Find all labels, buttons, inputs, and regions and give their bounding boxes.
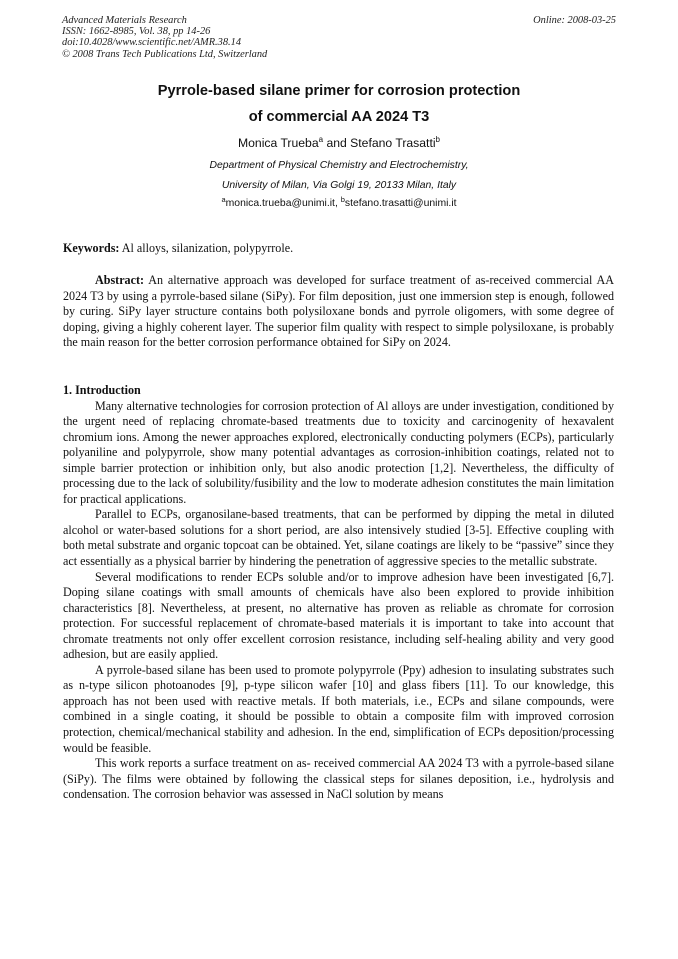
online-date: Online: 2008-03-25 [533,15,616,26]
email-b[interactable]: stefano.trasatti@unimi.it [344,198,457,209]
copyright-line: © 2008 Trans Tech Publications Ltd, Switzerland [62,48,268,60]
abstract-label: Abstract: [95,273,145,287]
author-1-mark: a [318,135,324,144]
author-2: Stefano Trasatti [350,136,436,150]
intro-paragraph-3: Several modifications to render ECPs soluble and/or to improve adhesion have been investigated [6,7]. Doping silane coatings with small amounts of chemicals have also been explored to provide inhibition characteristics [8]. Nevertheless, at present, no alternative has proven as reliable as chromate for corrosion protection. For successful replacement of chromate-based materials it is important to take into account that chromate treatments not only offer excellent corrosion resistance, including self-healing ability and very good adhesion, but are easily applied. [63,569,614,662]
author-1: Monica Trueba [237,136,319,150]
journal-name: Advanced Materials Research [62,15,187,26]
author-2-mark: b [435,135,440,144]
email-line [62,197,616,210]
author-joiner: and [323,136,351,150]
intro-paragraph-2: Parallel to ECPs, organosilane-based treatments, that can be performed by dipping the metal in diluted alcohol or water-based solutions for a short period, are also intensively studied [3-5]. Effective coupling with both metal substrate and organic topcoat can be obtained. Yet, silane coatings are likely to be “passive” since they act essentially as a physical barrier by hindering the penetration of aggressive species to the metallic substrate. [63,507,614,569]
keywords-text: Al alloys, silanization, polypyrrole. [119,241,294,255]
email-a-mark: a [221,195,226,204]
intro-paragraph-5: This work reports a surface treatment on as- received commercial AA 2024 T3 with a pyrrole-based silane (SiPy). The films were obtained by following the classical steps for silanes deposition, i.e., hydrolysis and condensation. The corrosion behavior was assessed in NaCl solution by means [63,756,614,802]
intro-paragraph-4: A pyrrole-based silane has been used to promote polypyrrole (Ppy) adhesion to insulating substrates such as n-type silicon photoanodes [9], p-type silicon wafer [10] and glass fibers [11]. To our knowledge, this approach has not been used with reactive metals. If both materials, i.e., ECPs and silane compounds, were combined in a single coating, it should be possible to obtain a composite film with improved corrosion protection, chemical/mechanical stability and adhesion. In the end, simplification of ECPs deposition/processing would be feasible. [63,662,614,755]
section-heading: 1. Introduction [63,383,141,397]
paper-title-line-1: Pyrrole-based silane primer for corrosion protection [157,83,521,99]
intro-paragraph-1: Many alternative technologies for corrosion protection of Al alloys are under investigation, conditioned by the urgent need of replacing chromate-based treatments due to toxicity and carcinogenity of hexavalent chromium ions. Among the newer approaches explored, electronically conducting polymers (ECPs), particularly polyaniline and polypyrrole, show many potential advantages as corrosion-inhibition coatings, related not to simple barrier protection or inhibition only, but also anodic protection [1,2]. Nevertheless, the difficulty of processing due to the lack of solubility/fusibility and the low to moderate adhesion constitutes the main limitation for practical applications. [63,398,614,506]
introduction-section [63,383,614,803]
keywords-label: Keywords: [63,241,120,255]
affiliation-line-1: Department of Physical Chemistry and Electrochemistry, [209,160,469,171]
abstract-text: An alternative approach was developed for surface treatment of as-received commercial AA 2024 T3 by using a pyrrole-based silane (SiPy). For film deposition, just one immersion step is enough, followed by curing. SiPy layer structure contains both polysiloxane bonds and pyrrole oligomers, with some degree of doping, giving a highly coherent layer. The superior film quality with respect to simple polysiloxane, is probably the main reason for the better corrosion performance obtained for SiPy on 2024. [63,273,614,350]
issn-line: ISSN: 1662-8985, Vol. 38, pp 14-26 [62,26,211,38]
affiliation-line-2: University of Milan, Via Golgi 19, 20133 Milan, Italy [221,180,457,191]
abstract [63,273,614,351]
doi-line: doi:10.4028/www.scientific.net/AMR.38.14 [62,37,242,49]
email-a[interactable]: monica.trueba@unimi.it, [225,198,341,209]
paper-title-line-2: of commercial AA 2024 T3 [248,109,430,125]
email-b-mark: b [340,195,345,204]
keywords [63,241,614,257]
journal-header [62,15,616,60]
author-line [62,135,616,151]
